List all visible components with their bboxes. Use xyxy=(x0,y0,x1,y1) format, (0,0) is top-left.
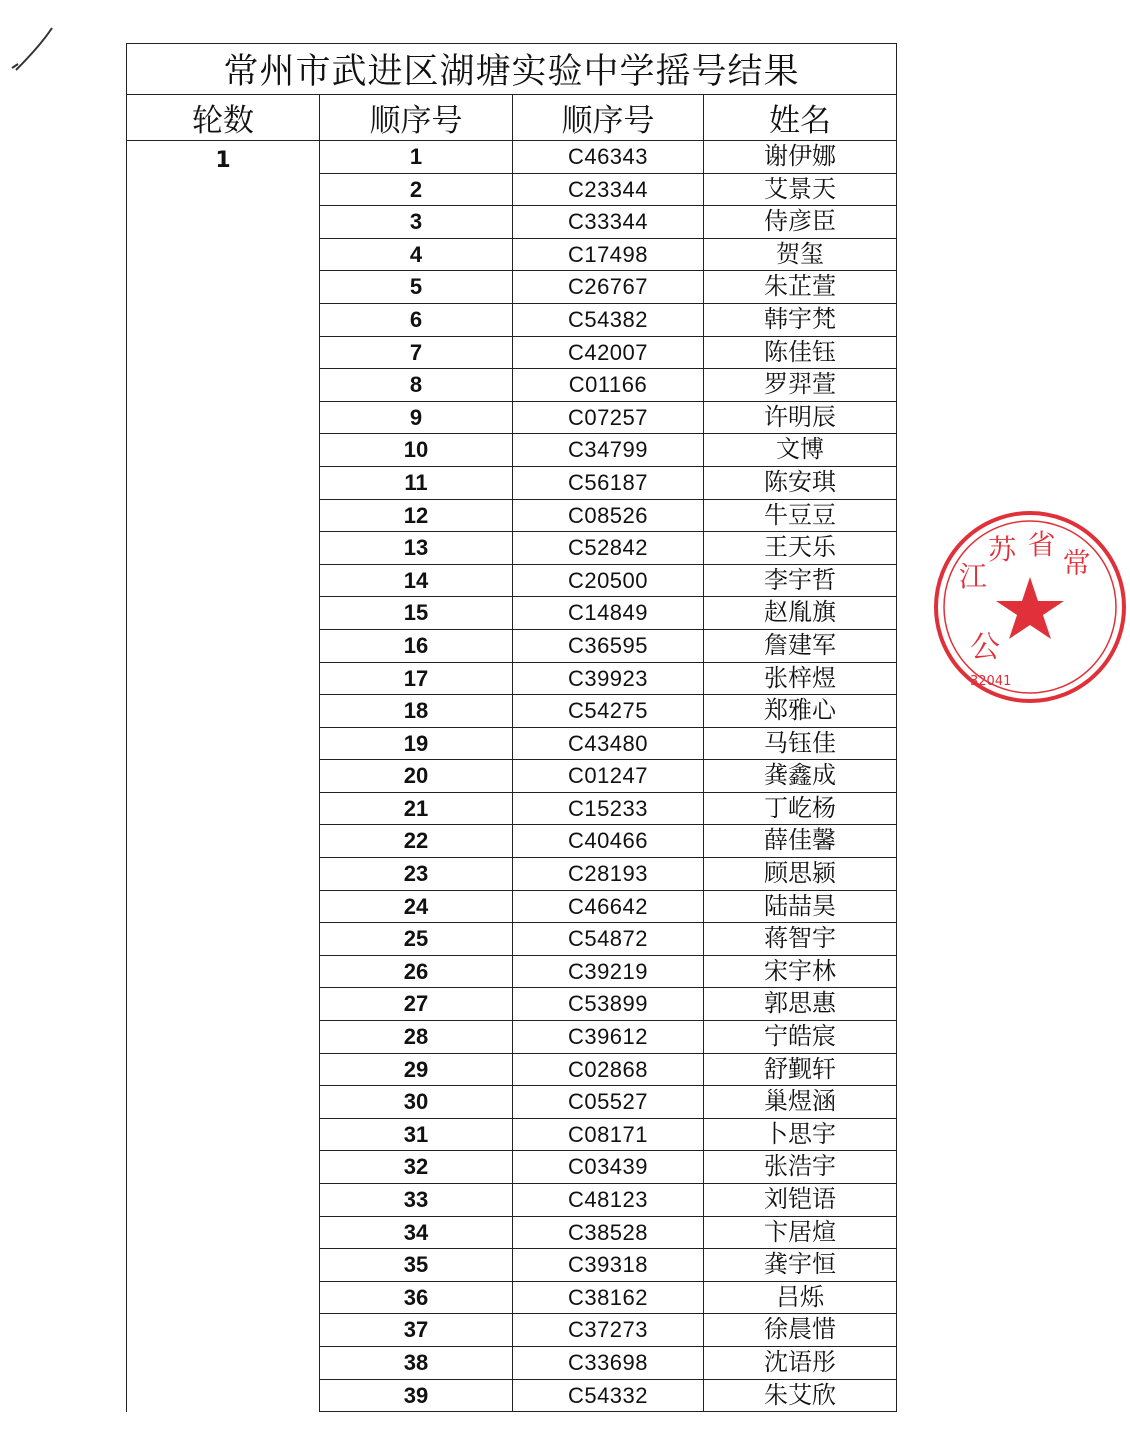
seal-char: 常 xyxy=(1062,546,1091,580)
student-name: 宁皓宸 xyxy=(704,1021,897,1054)
student-name: 刘铠语 xyxy=(704,1184,897,1217)
student-name: 贺玺 xyxy=(704,238,897,271)
lottery-code: C33344 xyxy=(513,206,704,239)
seq-number: 6 xyxy=(320,303,513,336)
pen-mark xyxy=(4,20,64,80)
table-row xyxy=(127,141,897,174)
seq-number: 37 xyxy=(320,1314,513,1347)
lottery-code: C02868 xyxy=(513,1053,704,1086)
seal-char: 省 xyxy=(1027,528,1056,562)
seq-number: 16 xyxy=(320,629,513,662)
seq-number: 8 xyxy=(320,369,513,402)
seq-number: 39 xyxy=(320,1379,513,1412)
lottery-code: C46343 xyxy=(513,141,704,174)
seq-number: 32 xyxy=(320,1151,513,1184)
student-name: 薛佳馨 xyxy=(704,825,897,858)
seq-number: 34 xyxy=(320,1216,513,1249)
seal-char: 江 xyxy=(958,560,987,593)
header-name: 姓名 xyxy=(704,95,897,141)
student-name: 詹建军 xyxy=(704,629,897,662)
student-name: 沈语彤 xyxy=(704,1346,897,1379)
lottery-code: C54872 xyxy=(513,923,704,956)
student-name: 牛豆豆 xyxy=(704,499,897,532)
student-name: 艾景天 xyxy=(704,173,897,206)
seq-number: 14 xyxy=(320,564,513,597)
student-name: 李宇哲 xyxy=(704,564,897,597)
lottery-code: C39318 xyxy=(513,1249,704,1282)
lottery-code: C54332 xyxy=(513,1379,704,1412)
student-name: 徐晨惜 xyxy=(704,1314,897,1347)
student-name: 韩宇梵 xyxy=(704,303,897,336)
official-seal xyxy=(930,507,1130,707)
student-name: 陈佳钰 xyxy=(704,336,897,369)
lottery-code: C40466 xyxy=(513,825,704,858)
lottery-code: C39923 xyxy=(513,662,704,695)
lottery-code: C36595 xyxy=(513,629,704,662)
student-name: 龚宇恒 xyxy=(704,1249,897,1282)
lottery-code: C20500 xyxy=(513,564,704,597)
seal-char: 苏 xyxy=(988,533,1017,567)
lottery-code: C34799 xyxy=(513,434,704,467)
student-name: 朱芷萱 xyxy=(704,271,897,304)
seq-number: 2 xyxy=(320,173,513,206)
student-name: 郭思惠 xyxy=(704,988,897,1021)
seq-number: 38 xyxy=(320,1346,513,1379)
lottery-code: C38162 xyxy=(513,1281,704,1314)
seq-number: 29 xyxy=(320,1053,513,1086)
lottery-code: C48123 xyxy=(513,1184,704,1217)
seq-number: 25 xyxy=(320,923,513,956)
page-title: 常州市武进区湖塘实验中学摇号结果 xyxy=(127,44,897,95)
seq-number: 26 xyxy=(320,955,513,988)
student-name: 龚鑫成 xyxy=(704,760,897,793)
student-name: 陆喆昊 xyxy=(704,890,897,923)
lottery-code: C54382 xyxy=(513,303,704,336)
lottery-code: C39219 xyxy=(513,955,704,988)
seq-number: 28 xyxy=(320,1021,513,1054)
seq-number: 3 xyxy=(320,206,513,239)
seq-number: 35 xyxy=(320,1249,513,1282)
lottery-code: C38528 xyxy=(513,1216,704,1249)
seq-number: 7 xyxy=(320,336,513,369)
lottery-code: C08526 xyxy=(513,499,704,532)
lottery-results-table xyxy=(126,43,897,1412)
student-name: 蒋智宇 xyxy=(704,923,897,956)
lottery-code: C23344 xyxy=(513,173,704,206)
seq-number: 27 xyxy=(320,988,513,1021)
seq-number: 18 xyxy=(320,695,513,728)
seq-number: 21 xyxy=(320,792,513,825)
seq-number: 17 xyxy=(320,662,513,695)
lottery-code: C15233 xyxy=(513,792,704,825)
student-name: 谢伊娜 xyxy=(704,141,897,174)
seq-number: 13 xyxy=(320,532,513,565)
lottery-code: C05527 xyxy=(513,1086,704,1119)
student-name: 许明辰 xyxy=(704,401,897,434)
lottery-code: C43480 xyxy=(513,727,704,760)
round-number: 1 xyxy=(215,148,231,173)
student-name: 陈安琪 xyxy=(704,466,897,499)
seq-number: 36 xyxy=(320,1281,513,1314)
round-cell xyxy=(127,141,320,1412)
student-name: 侍彦臣 xyxy=(704,206,897,239)
lottery-code: C26767 xyxy=(513,271,704,304)
lottery-code: C14849 xyxy=(513,597,704,630)
seq-number: 12 xyxy=(320,499,513,532)
lottery-code: C54275 xyxy=(513,695,704,728)
student-name: 王天乐 xyxy=(704,532,897,565)
lottery-code: C53899 xyxy=(513,988,704,1021)
seq-number: 5 xyxy=(320,271,513,304)
lottery-code: C01247 xyxy=(513,760,704,793)
student-name: 卜思宇 xyxy=(704,1118,897,1151)
seal-text-bottom: 公 xyxy=(970,630,1000,665)
seal-number: 32041 xyxy=(970,674,1012,689)
student-name: 赵胤旗 xyxy=(704,597,897,630)
lottery-code: C28193 xyxy=(513,858,704,891)
lottery-code: C37273 xyxy=(513,1314,704,1347)
seq-number: 15 xyxy=(320,597,513,630)
header-code: 顺序号 xyxy=(513,95,704,141)
lottery-code: C07257 xyxy=(513,401,704,434)
seq-number: 9 xyxy=(320,401,513,434)
lottery-code: C39612 xyxy=(513,1021,704,1054)
student-name: 郑雅心 xyxy=(704,695,897,728)
seq-number: 22 xyxy=(320,825,513,858)
seq-number: 10 xyxy=(320,434,513,467)
seq-number: 24 xyxy=(320,890,513,923)
header-seq: 顺序号 xyxy=(320,95,513,141)
student-name: 顾思颍 xyxy=(704,858,897,891)
seq-number: 33 xyxy=(320,1184,513,1217)
student-name: 吕烁 xyxy=(704,1281,897,1314)
lottery-code: C17498 xyxy=(513,238,704,271)
seq-number: 19 xyxy=(320,727,513,760)
student-name: 卞居煊 xyxy=(704,1216,897,1249)
lottery-code: C08171 xyxy=(513,1118,704,1151)
seq-number: 1 xyxy=(320,141,513,174)
student-name: 张浩宇 xyxy=(704,1151,897,1184)
lottery-code: C42007 xyxy=(513,336,704,369)
lottery-code: C52842 xyxy=(513,532,704,565)
seq-number: 20 xyxy=(320,760,513,793)
lottery-code: C46642 xyxy=(513,890,704,923)
student-name: 张梓煜 xyxy=(704,662,897,695)
lottery-code: C01166 xyxy=(513,369,704,402)
seq-number: 4 xyxy=(320,238,513,271)
lottery-code: C03439 xyxy=(513,1151,704,1184)
student-name: 朱艾欣 xyxy=(704,1379,897,1412)
student-name: 罗羿萱 xyxy=(704,369,897,402)
student-name: 文博 xyxy=(704,434,897,467)
student-name: 巢煜涵 xyxy=(704,1086,897,1119)
student-name: 舒觐轩 xyxy=(704,1053,897,1086)
seq-number: 23 xyxy=(320,858,513,891)
lottery-code: C33698 xyxy=(513,1346,704,1379)
student-name: 丁屹杨 xyxy=(704,792,897,825)
header-round: 轮数 xyxy=(127,95,320,141)
lottery-code: C56187 xyxy=(513,466,704,499)
student-name: 马钰佳 xyxy=(704,727,897,760)
seq-number: 31 xyxy=(320,1118,513,1151)
student-name: 宋宇林 xyxy=(704,955,897,988)
seq-number: 11 xyxy=(320,466,513,499)
seq-number: 30 xyxy=(320,1086,513,1119)
